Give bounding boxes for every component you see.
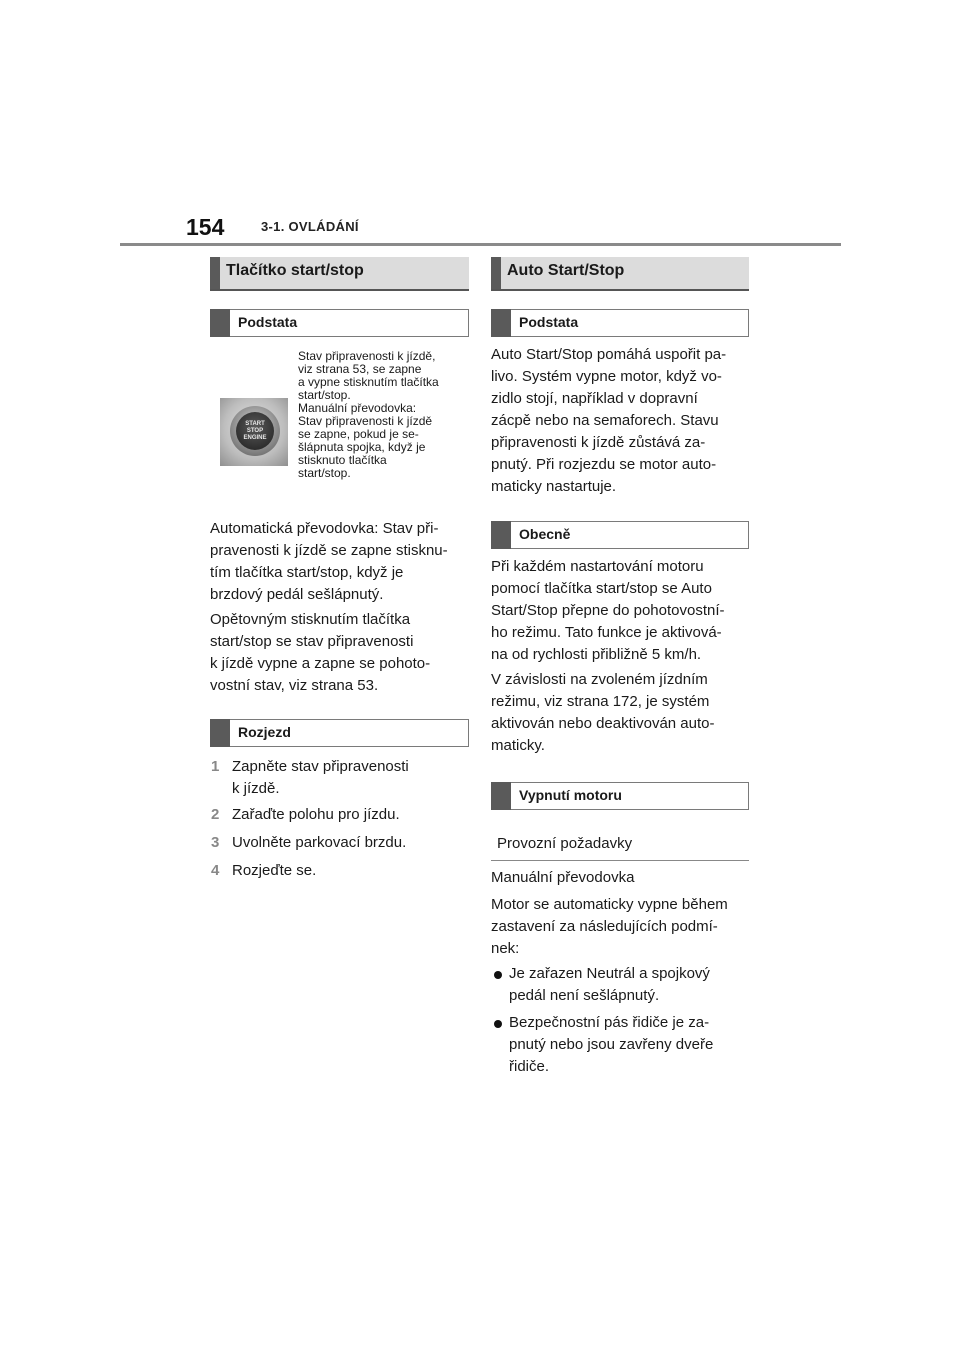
section-title: 3-1. OVLÁDÁNÍ	[261, 219, 359, 234]
paragraph-automatic	[210, 518, 448, 606]
text-line: Při každém nastartování motoru	[491, 558, 704, 575]
step-text	[232, 756, 409, 800]
text-line: zidlo stojí, například v dopravní	[491, 390, 698, 407]
page-number: 154	[186, 214, 225, 240]
text-line: Stav připravenosti k jízdě	[298, 414, 433, 428]
text-line: řidiče.	[509, 1058, 550, 1075]
text-line: Bezpečnostní pás řidiče je za-	[509, 1014, 710, 1031]
text-line: start/stop.	[298, 388, 351, 402]
heading-auto-start-stop	[491, 257, 749, 291]
subheading-text: Podstata	[519, 314, 579, 330]
text-line: šlápnuta spojka, když je	[298, 440, 426, 454]
start-stop-button-photo	[220, 398, 288, 466]
text-line: Je zařazen Neutrál a spojkový	[509, 965, 710, 982]
subheading-text: Podstata	[238, 314, 298, 330]
text-line: vostní stav, viz strana 53.	[210, 677, 379, 694]
text-line: Rozjeďte se.	[232, 862, 317, 879]
text-line: a vypne stisknutím tlačítka	[298, 375, 439, 389]
button-label-stop: STOP	[246, 428, 264, 434]
text-line: stisknuto tlačítka	[298, 453, 387, 467]
text-line: zácpě nebo na semaforech. Stavu	[491, 412, 719, 429]
text-line: připravenosti k jízdě zůstává za-	[491, 434, 706, 451]
bullet-icon	[494, 971, 502, 979]
step-number: 3	[211, 834, 220, 851]
text-line: maticky.	[491, 737, 545, 754]
subheading-marker	[210, 719, 230, 747]
step-number: 4	[211, 862, 220, 879]
subheading-rozjezd	[210, 719, 469, 747]
text-line: Stav připravenosti k jízdě,	[298, 349, 436, 363]
text-line: start/stop.	[298, 466, 351, 480]
step-text	[232, 832, 406, 854]
paragraph-driving-mode	[491, 669, 714, 757]
text-line: Start/Stop přepne do pohotovostní-	[491, 602, 725, 619]
list-item	[509, 963, 710, 1007]
label-manual-transmission: Manuální převodovka	[491, 869, 635, 886]
heading-start-stop-button	[210, 257, 469, 291]
text-line: livo. Systém vypne motor, když vo-	[491, 368, 722, 385]
text-line: pnutý. Při rozjezdu se motor auto-	[491, 456, 717, 473]
text-line: se zapne, pokud je se-	[298, 427, 419, 441]
subheading-vypnuti-motoru	[491, 782, 749, 810]
subheading-podstata-left	[210, 309, 469, 337]
text-line: Manuální převodovka:	[298, 401, 417, 415]
text-line: režimu, viz strana 172, je systém	[491, 693, 710, 710]
text-line: zastavení za následujících podmí-	[491, 918, 718, 935]
step-number: 2	[211, 806, 220, 823]
text-line: Zapněte stav připravenosti	[232, 758, 409, 775]
heading-marker	[210, 257, 220, 289]
subheading-podstata-right	[491, 309, 749, 337]
heading-text: Auto Start/Stop	[507, 262, 625, 279]
text-line: Uvolněte parkovací brzdu.	[232, 834, 407, 851]
subheading-marker	[491, 521, 511, 549]
text-line: k jízdě.	[232, 780, 280, 797]
text-line: pomocí tlačítka start/stop se Auto	[491, 580, 712, 597]
text-line: maticky nastartuje.	[491, 478, 617, 495]
bullet-icon	[494, 1020, 502, 1028]
subheading-marker	[491, 309, 511, 337]
subheading-text: Provozní požadavky	[497, 835, 633, 852]
subheading-text: Obecně	[519, 526, 571, 542]
list-item	[509, 1012, 713, 1078]
subheading-text: Rozjezd	[238, 724, 291, 740]
text-line: aktivován nebo deaktivován auto-	[491, 715, 715, 732]
text-line: k jízdě vypne a zapne se pohoto-	[210, 655, 431, 672]
text-line: Opětovným stisknutím tlačítka	[210, 611, 411, 628]
text-line: start/stop se stav připravenosti	[210, 633, 414, 650]
heading-text: Tlačítko start/stop	[226, 262, 364, 279]
text-line: ho režimu. Tato funkce je aktivová-	[491, 624, 722, 641]
photo-caption	[298, 350, 439, 480]
text-line: viz strana 53, se zapne	[298, 362, 422, 376]
step-text	[232, 804, 400, 826]
subheading-provozni-pozadavky	[491, 830, 749, 861]
subheading-marker	[210, 309, 230, 337]
text-line: V závislosti na zvoleném jízdním	[491, 671, 708, 688]
subheading-marker	[491, 782, 511, 810]
button-label-start: START	[245, 421, 265, 427]
subheading-obecne	[491, 521, 749, 549]
text-line: pravenosti k jízdě se zapne stisknu-	[210, 542, 448, 559]
text-line: Motor se automaticky vypne během	[491, 896, 728, 913]
subheading-text: Vypnutí motoru	[519, 787, 622, 803]
text-line: tím tlačítka start/stop, když je	[210, 564, 404, 581]
text-line: nek:	[491, 940, 520, 957]
button-label-engine: ENGINE	[243, 435, 267, 441]
header-divider	[120, 243, 841, 246]
text-line: brzdový pedál sešlápnutý.	[210, 586, 384, 603]
text-line: Auto Start/Stop pomáhá uspořit pa-	[491, 346, 727, 363]
step-text	[232, 860, 316, 882]
text-line: Zařaďte polohu pro jízdu.	[232, 806, 400, 823]
text-line: Automatická převodovka: Stav při-	[210, 520, 439, 537]
text-line: pedál není sešlápnutý.	[509, 987, 660, 1004]
button-cap	[236, 412, 274, 450]
paragraph-auto-start-stop	[491, 344, 726, 498]
paragraph-standby	[210, 609, 430, 697]
text-line: pnutý nebo jsou zavřeny dveře	[509, 1036, 714, 1053]
text-line: na od rychlosti přibližně 5 km/h.	[491, 646, 702, 663]
paragraph-conditions	[491, 894, 728, 960]
paragraph-general	[491, 556, 725, 666]
step-number: 1	[211, 758, 220, 775]
heading-marker	[491, 257, 501, 289]
